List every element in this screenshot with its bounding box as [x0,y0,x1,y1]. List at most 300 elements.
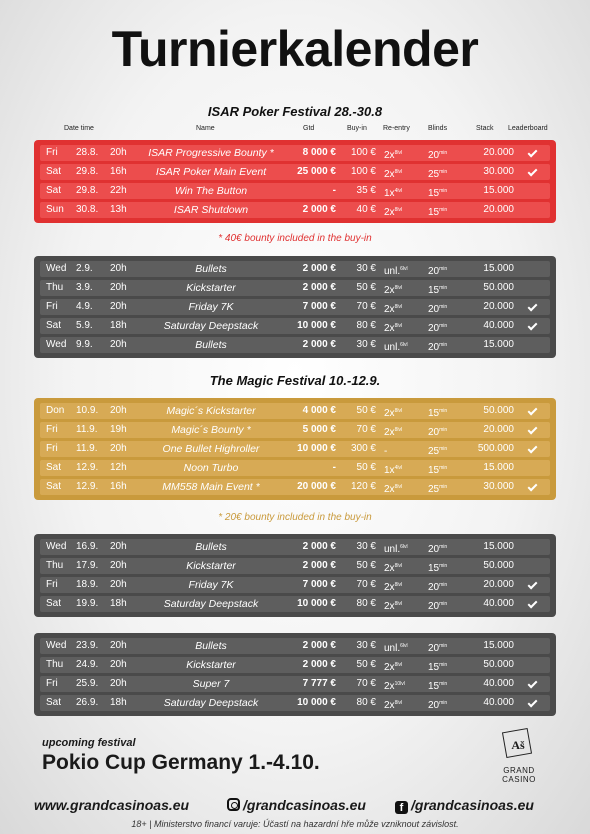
tournament-name: Win The Button [174,185,248,197]
reentry-levels: 8lvl [394,207,403,213]
blinds-value: 25 [428,169,440,180]
tournament-stack: 15.000 [483,185,514,196]
blinds-value: 15 [428,465,440,476]
tournament-buyin: 70 € [356,579,376,590]
col-gtd: Gtd [303,125,315,132]
tournament-reentry [384,481,420,496]
instagram-icon [227,798,240,811]
blinds-unit: min [439,465,448,471]
tournament-time: 20h [110,560,127,571]
tournament-day: Sat [46,598,62,609]
tournament-date: 12.9. [76,481,99,492]
blinds-unit: min [439,544,448,550]
tournament-stack: 15.000 [483,339,514,350]
reentry-value: unl. [384,643,401,654]
blinds-value: 25 [428,446,440,457]
blinds-value: 20 [428,266,440,277]
blinds-unit: min [439,169,448,175]
reentry-value: 1x [384,465,395,476]
reentry-value: 1x [384,188,395,199]
reentry-value: 2x [384,408,395,419]
tournament-guarantee: 7 000 € [302,301,336,312]
tournament-row [40,164,550,180]
reentry-value: 2x [384,169,395,180]
tournament-buyin: 30 € [356,640,376,651]
page-title: Turnierkalender [111,21,479,77]
tournament-buyin: 50 € [356,560,376,571]
tournament-date: 3.9. [76,282,93,293]
tournament-time: 20h [110,443,127,454]
tournament-stack: 50.000 [483,405,514,416]
tournament-time: 20h [110,678,127,689]
reentry-levels: 4lvl [394,465,403,471]
tournament-row [40,539,550,555]
tournament-time: 12h [110,462,127,473]
tournament-guarantee: 4 000 € [302,405,336,416]
footer-links [0,797,590,813]
tournament-time: 19h [110,424,127,435]
tournament-guarantee: - [332,462,336,473]
tournament-blinds [428,640,464,655]
tournament-buyin: 70 € [356,301,376,312]
tournament-reentry [384,462,420,477]
tournament-time: 16h [110,166,127,177]
reentry-levels: 8lvl [394,427,403,433]
tournament-time: 13h [110,204,127,215]
tournament-reentry [384,697,420,712]
tournament-guarantee: 2 000 € [302,339,336,350]
tournament-stack: 15.000 [483,640,514,651]
blinds-value: 15 [428,207,440,218]
tournament-buyin: 70 € [356,424,376,435]
tournament-blinds [428,462,464,477]
reentry-levels: 10lvl [394,681,405,687]
tournament-day: Fri [46,579,58,590]
check-icon [527,148,537,158]
tournament-day: Thu [46,560,64,571]
website-link[interactable]: www.grandcasinoas.eu [34,797,190,813]
tournament-name: Magic´s Kickstarter [166,405,256,417]
tournament-name: Bullets [195,640,227,652]
reentry-value: unl. [384,266,401,277]
tournament-date: 29.8. [76,185,99,196]
tournament-blinds [428,678,464,693]
tournament-date: 19.9. [76,598,99,609]
tournament-reentry [384,560,420,575]
tournament-row [40,145,550,161]
tournament-guarantee: 5 000 € [302,424,336,435]
tournament-stack: 30.000 [483,481,514,492]
tournament-stack: 40.000 [483,320,514,331]
tournament-day: Wed [46,339,67,350]
schedule-block-late-september [34,633,556,716]
tournament-name: Bullets [195,541,227,553]
tournament-buyin: 50 € [356,405,376,416]
check-icon [527,302,537,312]
leaderboard-cell [524,147,540,159]
blinds-unit: min [439,408,448,414]
schedule-block-mid-september [34,534,556,617]
tournament-day: Fri [46,424,58,435]
tournament-time: 20h [110,282,127,293]
reentry-value: 2x [384,582,395,593]
reentry-value: 2x [384,700,395,711]
tournament-date: 4.9. [76,301,93,312]
tournament-row [40,479,550,495]
tournament-day: Wed [46,640,67,651]
blinds-unit: min [439,427,448,433]
tournament-stack: 20.000 [483,204,514,215]
reentry-value: 2x [384,563,395,574]
reentry-levels: 8lvl [394,150,403,156]
tournament-date: 2.9. [76,263,93,274]
tournament-row [40,460,550,476]
tournament-name: Friday 7K [188,579,234,591]
tournament-name: ISAR Shutdown [173,204,249,216]
tournament-time: 20h [110,263,127,274]
blinds-unit: min [439,582,448,588]
tournament-row [40,441,550,457]
tournament-guarantee: 2 000 € [302,541,336,552]
tournament-time: 22h [110,185,127,196]
tournament-buyin: 50 € [356,282,376,293]
tournament-blinds [428,204,464,219]
tournament-row [40,676,550,692]
reentry-value: unl. [384,544,401,555]
tournament-guarantee: 10 000 € [297,320,336,331]
blinds-value: 15 [428,563,440,574]
tournament-row [40,318,550,334]
blinds-unit: min [439,285,448,291]
tournament-blinds [428,147,464,162]
instagram-link[interactable] [227,797,366,813]
tournament-stack: 15.000 [483,541,514,552]
tournament-time: 20h [110,541,127,552]
blinds-value: 15 [428,285,440,296]
blinds-unit: min [439,304,448,310]
tournament-day: Fri [46,678,58,689]
tournament-blinds [428,320,464,335]
tournament-blinds [428,541,464,556]
reentry-value: 2x [384,323,395,334]
tournament-buyin: 300 € [350,443,376,454]
tournament-row [40,695,550,711]
tournament-day: Thu [46,659,64,670]
check-icon [527,425,537,435]
tournament-row [40,657,550,673]
tournament-stack: 40.000 [483,678,514,689]
blinds-unit: min [439,601,448,607]
tournament-blinds [428,424,464,439]
tournament-stack: 40.000 [483,598,514,609]
tournament-blinds [428,339,464,354]
check-icon [527,482,537,492]
blinds-unit: min [439,681,448,687]
leaderboard-cell [524,166,540,178]
tournament-date: 11.9. [76,424,98,435]
tournament-day: Fri [46,147,58,158]
tournament-blinds [428,443,464,458]
tournament-reentry [384,339,420,354]
blinds-value: 15 [428,188,440,199]
tournament-day: Wed [46,263,67,274]
leaderboard-cell [524,405,540,417]
leaderboard-cell [524,320,540,332]
tournament-date: 28.8. [76,147,99,158]
tournament-blinds [428,560,464,575]
col-name: Name [196,125,215,132]
reentry-levels: 8lvl [394,601,403,607]
tournament-stack: 50.000 [483,560,514,571]
check-icon [527,679,537,689]
tournament-day: Sat [46,185,62,196]
reentry-value: unl. [384,342,401,353]
tournament-date: 17.9. [76,560,99,571]
reentry-levels: 8lvl [394,323,403,329]
tournament-date: 29.8. [76,166,99,177]
tournament-reentry [384,263,420,278]
tournament-row [40,202,550,218]
tournament-row [40,638,550,654]
reentry-levels: 6lvl [400,544,408,550]
reentry-levels: 4lvl [394,188,403,194]
leaderboard-cell [524,443,540,455]
reentry-value: 2x [384,662,395,673]
leaderboard-cell [524,678,540,690]
bounty-note-magic: * 20€ bounty included in the buy-in [218,512,372,523]
blinds-value: 20 [428,700,440,711]
tournament-date: 30.8. [76,204,99,215]
tournament-day: Fri [46,443,58,454]
tournament-name: Kickstarter [186,659,236,671]
tournament-buyin: 100 € [350,147,376,158]
tournament-reentry [384,282,420,297]
facebook-link[interactable] [395,797,534,814]
tournament-date: 11.9. [76,443,98,454]
tournament-stack: 50.000 [483,659,514,670]
schedule-block-early-september [34,256,556,358]
schedule-block-isar [34,140,556,223]
col-stack: Stack [476,125,494,132]
tournament-guarantee: 25 000 € [297,166,336,177]
blinds-unit: min [439,563,448,569]
tournament-time: 20h [110,147,127,158]
tournament-stack: 20.000 [483,424,514,435]
tournament-blinds [428,697,464,712]
tournament-date: 10.9. [76,405,99,416]
tournament-reentry [384,443,420,458]
check-icon [527,444,537,454]
section-title-magic: The Magic Festival 10.-12.9. [209,373,381,388]
tournament-buyin: 30 € [356,339,376,350]
blinds-unit: min [439,446,448,452]
tournament-reentry [384,579,420,594]
upcoming-festival-label: upcoming festival [42,737,136,749]
reentry-levels: 8lvl [394,304,403,310]
tournament-blinds [428,166,464,181]
tournament-buyin: 35 € [356,185,376,196]
tournament-buyin: 30 € [356,263,376,274]
logo-line-1: GRAND [503,766,535,775]
tournament-blinds [428,481,464,496]
reentry-value: 2x [384,150,395,161]
tournament-guarantee: 2 000 € [302,560,336,571]
check-icon [527,406,537,416]
tournament-time: 16h [110,481,127,492]
blinds-unit: min [439,207,448,213]
tournament-row [40,280,550,296]
reentry-levels: 6lvl [400,266,408,272]
tournament-stack: 40.000 [483,697,514,708]
logo-mark: Aš [511,738,525,752]
tournament-stack: 50.000 [483,282,514,293]
tournament-row [40,577,550,593]
tournament-reentry [384,659,420,674]
tournament-name: ISAR Progressive Bounty * [148,147,274,159]
tournament-guarantee: 20 000 € [297,481,336,492]
tournament-time: 20h [110,659,127,670]
reentry-levels: 8lvl [394,662,403,668]
blinds-unit: min [439,323,448,329]
tournament-name: Saturday Deepstack [163,320,259,332]
reentry-value: 2x [384,207,395,218]
reentry-value: 2x [384,304,395,315]
tournament-guarantee: 10 000 € [297,697,336,708]
tournament-name: Super 7 [192,678,230,690]
tournament-guarantee: 8 000 € [302,147,336,158]
tournament-guarantee: 10 000 € [297,443,336,454]
tournament-blinds [428,185,464,200]
tournament-reentry [384,185,420,200]
tournament-reentry [384,405,420,420]
tournament-date: 26.9. [76,697,99,708]
reentry-levels: 8lvl [394,169,403,175]
reentry-levels: 8lvl [394,700,403,706]
blinds-value: 20 [428,601,440,612]
blinds-unit: min [439,643,448,649]
tournament-row [40,337,550,353]
blinds-unit: min [439,150,448,156]
blinds-value: 20 [428,150,440,161]
reentry-value: 2x [384,427,395,438]
leaderboard-cell [524,424,540,436]
facebook-icon: f [395,801,408,814]
leaderboard-cell [524,301,540,313]
tournament-time: 18h [110,320,127,331]
tournament-guarantee: 2 000 € [302,659,336,670]
tournament-reentry [384,640,420,655]
tournament-time: 18h [110,598,127,609]
blinds-value: 20 [428,304,440,315]
tournament-day: Don [46,405,65,416]
tournament-reentry [384,320,420,335]
reentry-levels: 8lvl [394,563,403,569]
tournament-stack: 30.000 [483,166,514,177]
reentry-value: 2x [384,681,395,692]
logo-line-2: CASINO [502,775,536,784]
check-icon [527,167,537,177]
tournament-blinds [428,659,464,674]
tournament-buyin: 100 € [350,166,376,177]
blinds-unit: min [439,342,448,348]
tournament-reentry [384,204,420,219]
tournament-date: 23.9. [76,640,99,651]
tournament-day: Sat [46,462,62,473]
facebook-handle: /grandcasinoas.eu [411,797,534,813]
tournament-guarantee: 7 000 € [302,579,336,590]
tournament-blinds [428,405,464,420]
upcoming-festival-name: Pokio Cup Germany 1.-4.10. [42,751,320,774]
tournament-guarantee: 10 000 € [297,598,336,609]
tournament-buyin: 80 € [356,320,376,331]
tournament-reentry [384,166,420,181]
check-icon [527,321,537,331]
tournament-date: 18.9. [76,579,99,590]
tournament-buyin: 120 € [350,481,376,492]
tournament-time: 18h [110,697,127,708]
tournament-stack: 500.000 [477,443,514,454]
tournament-guarantee: 2 000 € [302,282,336,293]
tournament-stack: 15.000 [483,263,514,274]
tournament-name: Bullets [195,263,227,275]
blinds-value: 15 [428,681,440,692]
tournament-row [40,183,550,199]
tournament-blinds [428,579,464,594]
reentry-levels: 6lvl [400,342,408,348]
reentry-levels: 8lvl [394,285,403,291]
tournament-reentry [384,598,420,613]
tournament-day: Sun [46,204,64,215]
tournament-stack: 20.000 [483,301,514,312]
reentry-levels: 8lvl [394,484,403,490]
tournament-buyin: 30 € [356,541,376,552]
tournament-name: ISAR Poker Main Event [155,166,267,178]
tournament-date: 16.9. [76,541,99,552]
tournament-row [40,403,550,419]
col-reentry: Re-entry [383,125,410,132]
tournament-reentry [384,301,420,316]
tournament-name: Noon Turbo [183,462,239,474]
tournament-row [40,299,550,315]
leaderboard-cell [524,579,540,591]
check-icon [527,599,537,609]
tournament-day: Fri [46,301,58,312]
reentry-value: - [384,446,388,457]
blinds-value: 15 [428,408,440,419]
blinds-value: 20 [428,342,440,353]
tournament-name: Kickstarter [186,282,236,294]
leaderboard-cell [524,481,540,493]
tournament-blinds [428,263,464,278]
tournament-name: One Bullet Highroller [162,443,260,455]
reentry-levels: 6lvl [400,643,408,649]
col-blinds: Blinds [428,125,448,132]
blinds-unit: min [439,700,448,706]
tournament-name: Magic´s Bounty * [171,424,251,436]
reentry-value: 2x [384,484,395,495]
reentry-value: 2x [384,285,395,296]
tournament-time: 20h [110,405,127,416]
reentry-levels: 8lvl [394,582,403,588]
section-title-isar: ISAR Poker Festival 28.-30.8 [207,104,383,119]
tournament-name: MM558 Main Event * [162,481,260,493]
tournament-date: 12.9. [76,462,99,473]
blinds-unit: min [439,484,448,490]
gambling-disclaimer: 18+ | Ministerstvo financí varuje: Účastí na hazardní hře může vzniknout závislost. [131,819,459,829]
blinds-value: 20 [428,582,440,593]
tournament-reentry [384,678,420,693]
blinds-value: 25 [428,484,440,495]
